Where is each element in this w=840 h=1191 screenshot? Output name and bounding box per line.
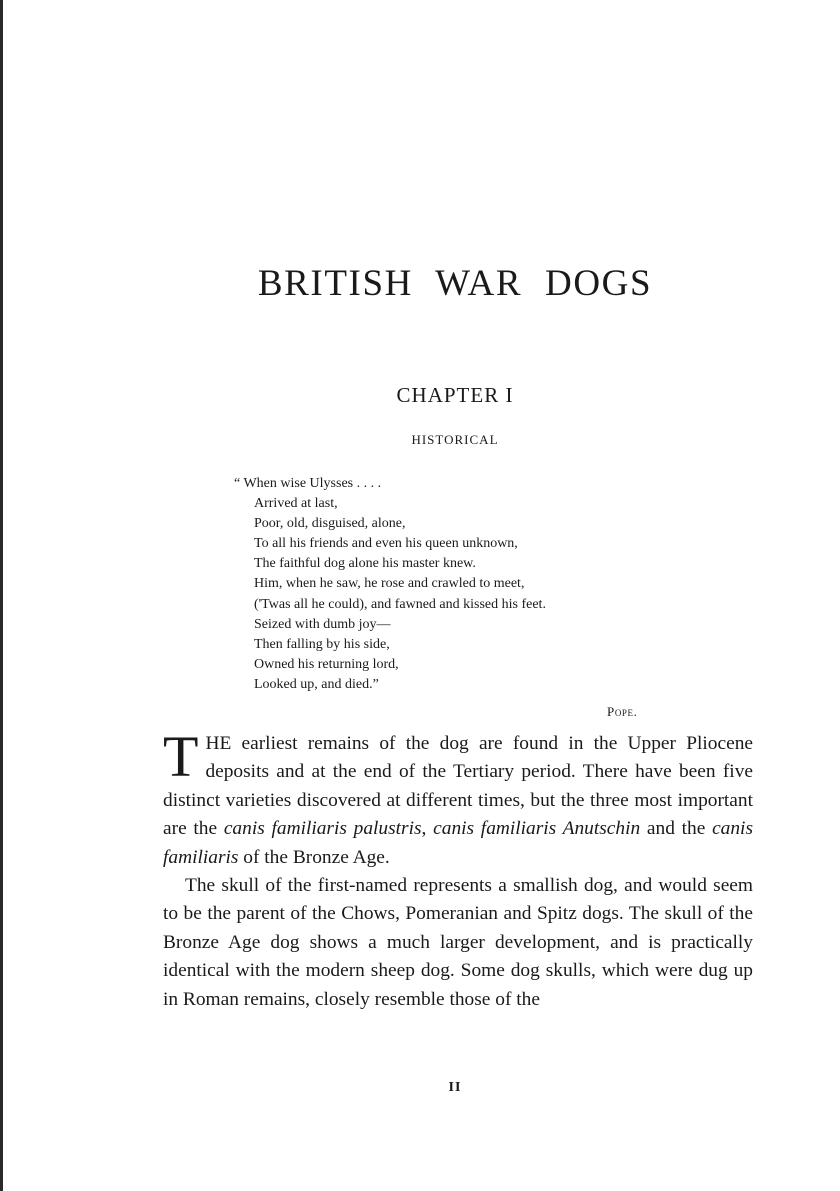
chapter-heading: CHAPTER I [396,383,514,407]
epigraph-line: Then falling by his side, [254,636,390,652]
page-number: II [448,1080,462,1095]
epigraph-line: ('Twas all he could), and fawned and kissed his feet. [254,596,546,612]
epigraph-line: Him, when he saw, he rose and crawled to meet, [254,576,525,592]
drop-cap: T [163,724,199,789]
species-name-palustris: canis familiaris palustris [223,818,422,840]
epigraph-attribution: Pope. [607,704,638,719]
paragraph-1-text-b: , [421,818,434,840]
epigraph-line: “ When wise Ulysses . . . . [234,476,382,491]
epigraph-line: Seized with dumb joy— [254,616,391,632]
paragraph-1-text-c: and the [640,818,713,840]
page-edge [0,0,3,1191]
paragraph-1-text-d: of the Bronze Age. [238,846,390,868]
paragraph-2: The skull of the first-named represents a smallish dog, and would seem to be the parent of the Chows, Pomeranian and Spitz dogs. The skull of the Bronze Age dog shows a much larger development, and is practically identical with the modern sheep dog. Some dog skulls, which were dug up in Roman remains, closely resemble those of the [163,875,753,1010]
epigraph-line: Arrived at last, [254,496,338,512]
epigraph-line: Owned his returning lord, [254,656,399,672]
chapter-subtitle: HISTORICAL [411,432,499,447]
species-name-familiaris: canis familiaris [163,818,753,868]
species-name-anutschin: canis familiaris Anutschin [433,818,641,840]
epigraph-line: Poor, old, disguised, alone, [254,516,406,532]
body-text [163,724,753,1014]
epigraph [234,474,674,695]
paragraph-1-text-a: HE earliest remains of the dog are found in the Upper Pliocene deposits and at the end of the Tertiary period. There have been five distinct varieties discovered at different times, but the three most important are the [163,733,753,840]
epigraph-line: Looked up, and died.” [254,676,379,692]
epigraph-line: To all his friends and even his queen unknown, [254,536,518,552]
paragraph-1 [163,724,753,872]
book-title: BRITISH WAR DOGS [257,263,653,304]
epigraph-line: The faithful dog alone his master knew. [254,556,476,572]
